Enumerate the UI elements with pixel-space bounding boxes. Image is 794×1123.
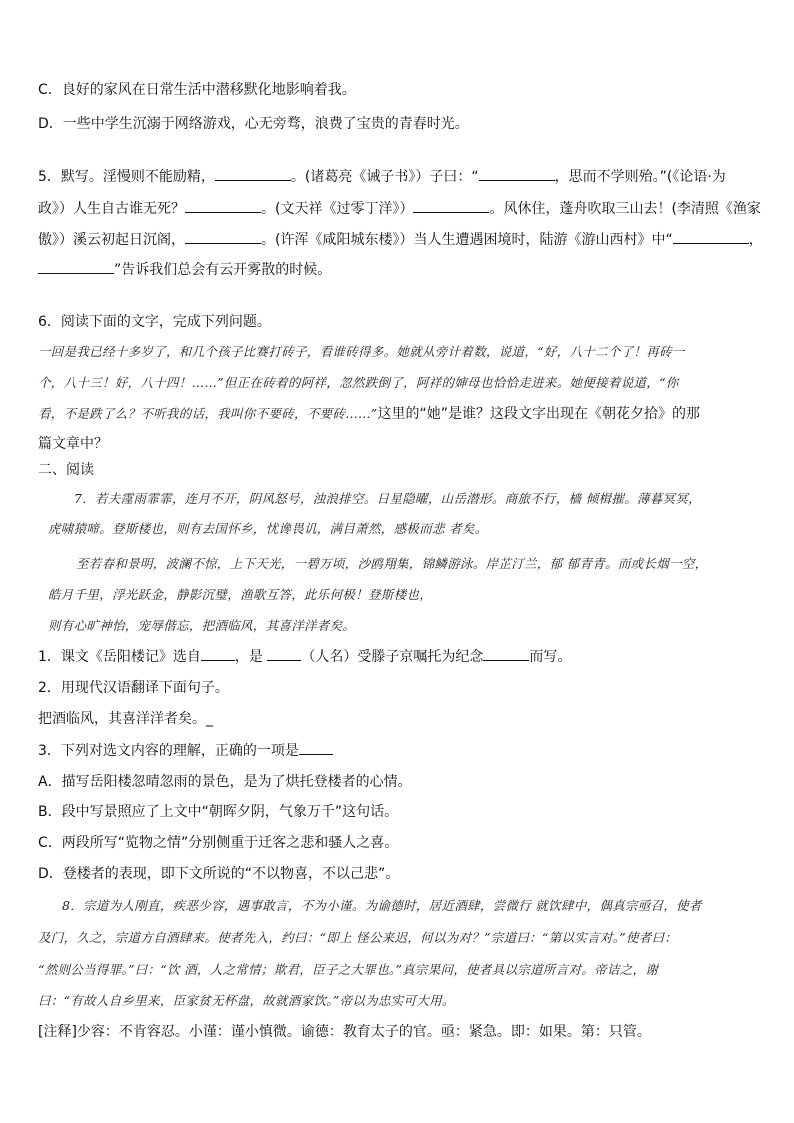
q6-passage-text: 看，不是跌了么？不听我的话，我叫你不要砖，不要砖……” <box>38 406 378 421</box>
answer-blank[interactable] <box>299 740 333 755</box>
q6-title: 6．阅读下面的文字，完成下列问题。 <box>38 314 271 330</box>
q4-option-d: D．一些中学生沉溺于网络游戏，心无旁骛，浪费了宝贵的青春时光。 <box>38 116 469 132</box>
answer-blank[interactable] <box>673 229 749 244</box>
q5-text: 傲》）溪云初起日沉阁， <box>38 232 185 248</box>
q8-passage-line: 曰：“有故人自乡里来，臣家贫无杯盘，故就酒家饮。”帝以为忠实可大用。 <box>38 993 455 1008</box>
q7-passage-line: 虎啸猿啼。登斯楼也，则有去国怀乡，忧谗畏讥，满目萧然，感极而悲 者矣。 <box>48 521 488 536</box>
q7-option-b: B．段中写景照应了上文中“朝晖夕阴，气象万千”这句话。 <box>38 804 399 820</box>
q4-option-c: C．良好的家风在日常生活中潜移默化地影响着我。 <box>38 82 356 98</box>
q5-text: ，思而不学则殆。”(《论语·为 <box>554 169 726 185</box>
answer-blank[interactable] <box>185 198 261 213</box>
q6-passage-line: 个，八十三！好，八十四！……”但正在砖着的阿祥，忽然跌倒了，阿祥的婶母也恰恰走进来。她便接着说道，“你 <box>38 375 679 390</box>
question-text: 1．课文《岳阳楼记》选自 <box>38 649 201 665</box>
q7-subquestion-2: 2．用现代汉语翻译下面句子。 <box>38 680 229 696</box>
q7-option-a: A．描写岳阳楼忽晴忽雨的景色，是为了烘托登楼者的心情。 <box>38 774 412 790</box>
q5-text: 5．默写。淫慢则不能励精， <box>38 169 215 185</box>
question-text: （人名）受滕子京嘱托为纪念 <box>301 649 484 665</box>
section-heading: 二、阅读 <box>38 462 94 478</box>
q7-passage-line: 7．若夫霪雨霏霏，连月不开，阴风怒号，浊浪排空。日星隐曜，山岳潜形。商旅不行，樯 倾楫摧。薄暮冥冥， <box>74 491 701 506</box>
q8-passage-line: “然则公当得罪。”曰：“饮 酒，人之常情；欺君，臣子之大罪也。”真宗果问，使者具以宗道所言对。帝诘之，谢 <box>38 962 659 977</box>
q7-passage-line: 则有心旷神怡，宠辱偕忘，把酒临风，其喜洋洋者矣。 <box>48 618 356 633</box>
q7-subquestion-1 <box>38 646 571 667</box>
q5-text: 。风休住，蓬舟吹取三山去！(李清照《渔家 <box>489 201 761 217</box>
answer-blank[interactable] <box>38 259 114 274</box>
q7-passage-line: 至若春和景明，波澜不惊，上下天光，一碧万顷，沙鸥翔集，锦鳞游泳。岸芷汀兰，郁 郁青青。而或长烟一空， <box>76 556 708 571</box>
q8-annotation: [注释]少容：不肯容忍。小谨：谨小慎微。谕德：教育太子的官。亟：紧急。即：如果。第：只管。 <box>38 1024 651 1040</box>
q7-passage-line: 皓月千里，浮光跃金，静影沉璧，渔歌互答，此乐何极！登斯楼也， <box>48 587 433 602</box>
answer-blank[interactable] <box>215 166 291 181</box>
q6-passage-line <box>38 404 700 424</box>
answer-blank[interactable] <box>201 646 235 661</box>
question-text: 而写。 <box>529 649 572 665</box>
q7-option-d: D．登楼者的表现，即下文所说的“不以物喜，不以己悲”。 <box>38 866 400 882</box>
answer-blank[interactable] <box>479 166 555 181</box>
q8-passage-line: 8．宗道为人刚直，疾恶少容，遇事敢言，不为小谨。为谕德时，居近酒肆，尝微行 就饮肆中，偶真宗亟召，使者 <box>62 898 702 913</box>
answer-blank[interactable] <box>483 646 529 661</box>
q6-question-text: 这里的“她”是谁？这段文字出现在《朝花夕拾》的那 <box>377 406 701 422</box>
answer-blank[interactable] <box>267 646 301 661</box>
q5-text: 。(许浑《咸阳城东楼》）当人生遭遇困境时，陆游《游山西村》中“ <box>261 232 673 248</box>
q5-line-3 <box>38 229 763 250</box>
question-text: ，是 <box>234 649 263 665</box>
q7-subquestion-2-sentence: 把酒临风，其喜洋洋者矣。_ <box>38 711 213 727</box>
q6-question-line: 篇文章中？ <box>38 436 108 452</box>
q5-text: ， <box>748 232 763 248</box>
q5-text: ”告诉我们总会有云开雾散的时候。 <box>114 262 332 278</box>
q5-text: 。(诸葛亮《诫子书》）子曰：“ <box>290 169 479 185</box>
q7-option-c: C．两段所写“览物之情”分别侧重于迁客之悲和骚人之喜。 <box>38 835 399 851</box>
q5-line-2 <box>38 198 761 219</box>
answer-blank[interactable] <box>413 198 489 213</box>
answer-blank[interactable] <box>185 229 261 244</box>
q7-subquestion-3 <box>38 740 333 761</box>
q5-line-4 <box>38 259 331 280</box>
q5-text: 。(文天祥《过零丁洋》） <box>261 201 414 217</box>
question-text: 3．下列对选文内容的理解，正确的一项是 <box>38 743 299 759</box>
q5-line-1 <box>38 166 726 187</box>
q5-text: 政》）人生自古谁无死？ <box>38 201 185 217</box>
q8-passage-line: 及门，久之，宗道方自酒肆来。使者先入，约曰：“即上 怪公来迟，何以为对？”宗道曰：“第以实言对。”使者曰： <box>38 930 678 945</box>
q6-passage-line: 一回是我已经十多岁了，和几个孩子比赛打砖子，看谁砖得多。她就从旁计着数，说道，“好，八十二个了！再砖一 <box>38 344 685 359</box>
